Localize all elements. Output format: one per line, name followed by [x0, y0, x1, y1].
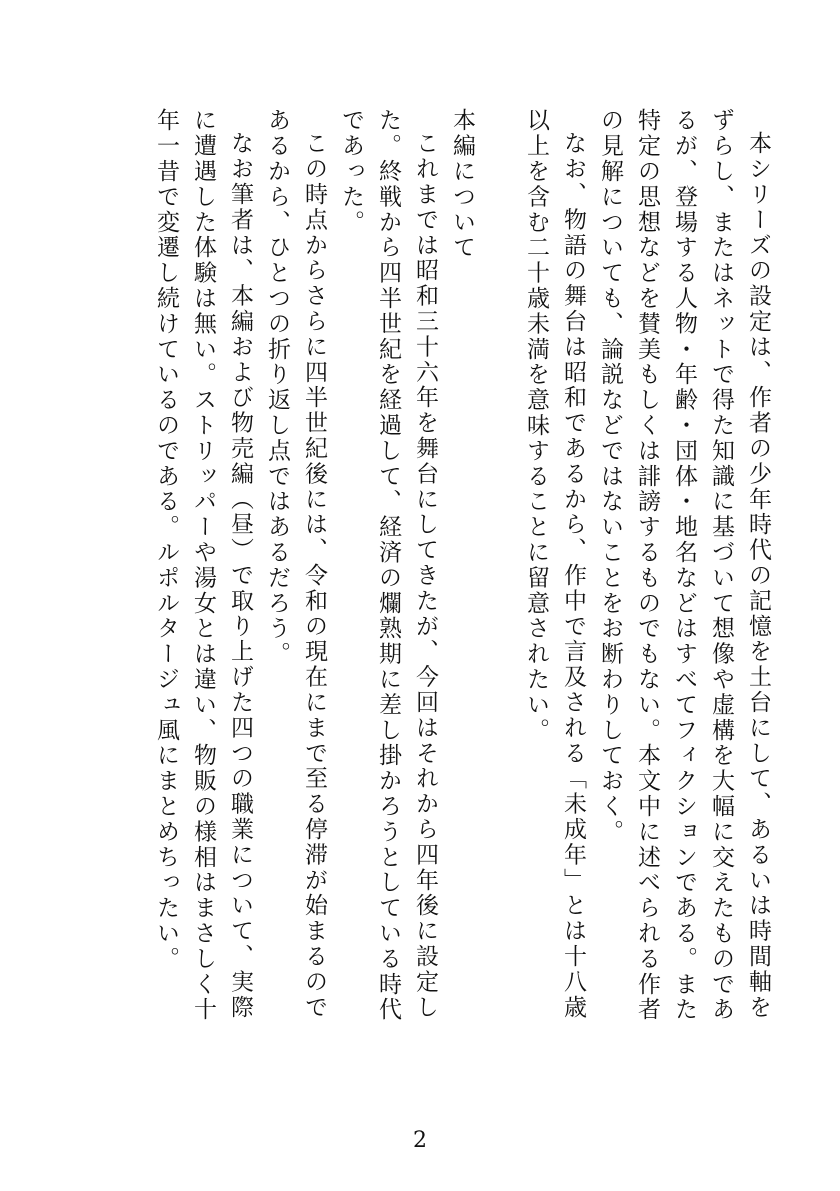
setting-note-paragraph: なお、物語の舞台は昭和であるから、作中で言及される「未成年」とは十八歳以上を含む二十歳未満を意味することに留意されたい。 [523, 108, 586, 1020]
disclaimer-paragraph: 本シリーズの設定は、作者の少年時代の記憶を土台にして、あるいは時間軸をずらし、またはネットで得た知識に基づいて想像や虚構を大幅に交えたものであるが、登場する人物・年齢・団体・地名などはすべてフィクションである。また特定の思想などを賛美もしくは誹謗するものでもない。本文中に述べられる作者の見解についても、論説などではないことをお断わりしておく。 [597, 108, 771, 1023]
author-note-paragraph: なお筆者は、本編および物売編（昼）で取り上げた四つの職業について、実際に遭遇した体験は無い。ストリッパーや湯女とは違い、物販の様相はまさしく十年一昔で変遷し続けているのである。ルポルタージュ風にまとめちったい。 [153, 108, 253, 1023]
turning-point-paragraph: この時点からさらに四半世紀後には、令和の現在にまで至る停滞が始まるのであるから、ひとつの折り返し点ではあるだろう。 [264, 108, 327, 1020]
page-number: 2 [413, 1128, 427, 1153]
vertical-text-body [147, 108, 776, 1028]
setting-year-paragraph: これまでは昭和三十六年を舞台にしてきたが、今回はそれから四年後に設定した。終戦から四半世紀を経過して、経済の爛熟期に差し掛かろうとしている時代であった。 [338, 108, 438, 1023]
section-heading: 本編について [449, 108, 475, 261]
blank-line [480, 108, 517, 1028]
